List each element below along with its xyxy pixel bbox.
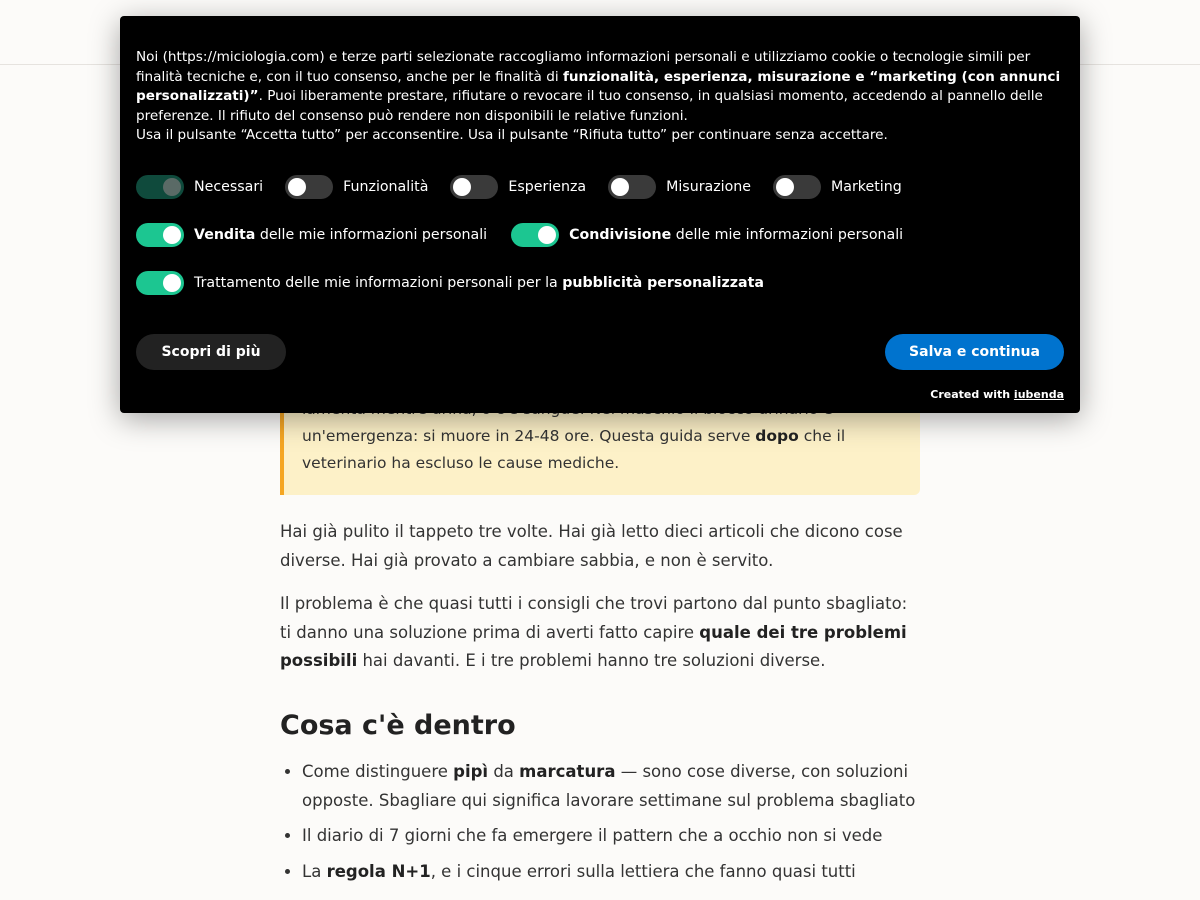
- funzionalita-label: Funzionalità: [343, 178, 429, 195]
- problem-paragraph: Il problema è che quasi tutti i consigli che trovi partono dal punto sbagliato: ti danno una soluzione prima di averti fatto capire quale dei tre problemi possibili hai davanti. E i tre problemi hanno tre soluzioni diverse.: [280, 594, 908, 670]
- sale-option: [136, 223, 487, 247]
- toggle-knob: [163, 226, 181, 244]
- necessari-label: Necessari: [194, 178, 264, 195]
- sale-label: Vendita delle mie informazioni personali: [194, 226, 488, 243]
- callout-line-3: veterinario ha escluso le cause mediche.: [302, 454, 620, 472]
- share-option: [511, 223, 903, 247]
- funzionalita-toggle[interactable]: [285, 175, 333, 199]
- toggle-knob: [163, 178, 181, 196]
- purpose-necessari: [136, 175, 263, 199]
- share-label: Condivisione delle mie informazioni personali: [569, 226, 904, 243]
- misurazione-label: Misurazione: [666, 178, 752, 195]
- ads-label: Trattamento delle mie informazioni personali per la pubblicità personalizzata: [194, 274, 764, 291]
- marketing-label: Marketing: [831, 178, 902, 195]
- necessari-toggle[interactable]: [136, 175, 184, 199]
- list-item: • Il diario di 7 giorni che fa emergere il pattern che a occhio non si vede: [302, 822, 942, 851]
- consent-notice: Noi (https://miciologia.com) e terze parti selezionate raccogliamo informazioni personali e utilizziamo cookie o tecnologie simili per finalità tecniche e, con il tuo consenso, anche per le finalità di funzionalità, esperienza, misurazione e “marketing (con annunci personalizzati)”. Puoi liberamente prestare, rifiutare o revocare il tuo consenso, in qualsiasi momento, accedendo al pannello delle preferenze. Il rifiuto del consenso può rendere non disponibili le relative funzioni. Usa il pulsante “Accetta tutto” per acconsentire. Usa il pulsante “Rifiuta tutto” per continuare senza accettare.: [136, 49, 1061, 143]
- learn-more-button[interactable]: Scopri di più: [136, 334, 286, 370]
- privacy-toggles: [136, 222, 1064, 248]
- esperienza-label: Esperienza: [508, 178, 587, 195]
- list-item: • Come distinguere pipì da marcatura — sono cose diverse, con soluzioni opposte. Sbagliare qui significa lavorare settimane sul problema sbagliato: [302, 758, 942, 815]
- toggle-knob: [776, 178, 794, 196]
- section-heading: Cosa c'è dentro: [280, 710, 516, 741]
- share-toggle[interactable]: [511, 223, 559, 247]
- toggle-knob: [163, 274, 181, 292]
- iubenda-link[interactable]: iubenda: [1013, 388, 1064, 401]
- toggle-knob: [611, 178, 629, 196]
- purpose-marketing: [773, 175, 902, 199]
- contents-list: [280, 758, 942, 893]
- sale-toggle[interactable]: [136, 223, 184, 247]
- esperienza-toggle[interactable]: [450, 175, 498, 199]
- marketing-toggle[interactable]: [773, 175, 821, 199]
- purpose-toggles: [136, 174, 1064, 200]
- purpose-misurazione: [608, 175, 751, 199]
- ads-toggle-row: [136, 270, 1064, 296]
- purpose-esperienza: [450, 175, 586, 199]
- toggle-knob: [288, 178, 306, 196]
- cookie-consent-banner: [120, 16, 1080, 413]
- ads-toggle[interactable]: [136, 271, 184, 295]
- ads-option: [136, 271, 764, 295]
- callout-line-2: un'emergenza: si muore in 24-48 ore. Questa guida serve dopo che il: [302, 427, 846, 445]
- save-continue-button[interactable]: Salva e continua: [885, 334, 1064, 370]
- intro-paragraph: Hai già pulito il tappeto tre volte. Hai già letto dieci articoli che dicono cose diverse. Hai già provato a cambiare sabbia, e non è servito.: [280, 522, 903, 570]
- purpose-funzionalita: [285, 175, 428, 199]
- list-item: • La regola N+1, e i cinque errori sulla lettiera che fanno quasi tutti: [302, 858, 942, 887]
- toggle-knob: [453, 178, 471, 196]
- iubenda-credit: Created with iubenda: [930, 388, 1064, 401]
- toggle-knob: [538, 226, 556, 244]
- consent-actions: [136, 334, 1064, 370]
- misurazione-toggle[interactable]: [608, 175, 656, 199]
